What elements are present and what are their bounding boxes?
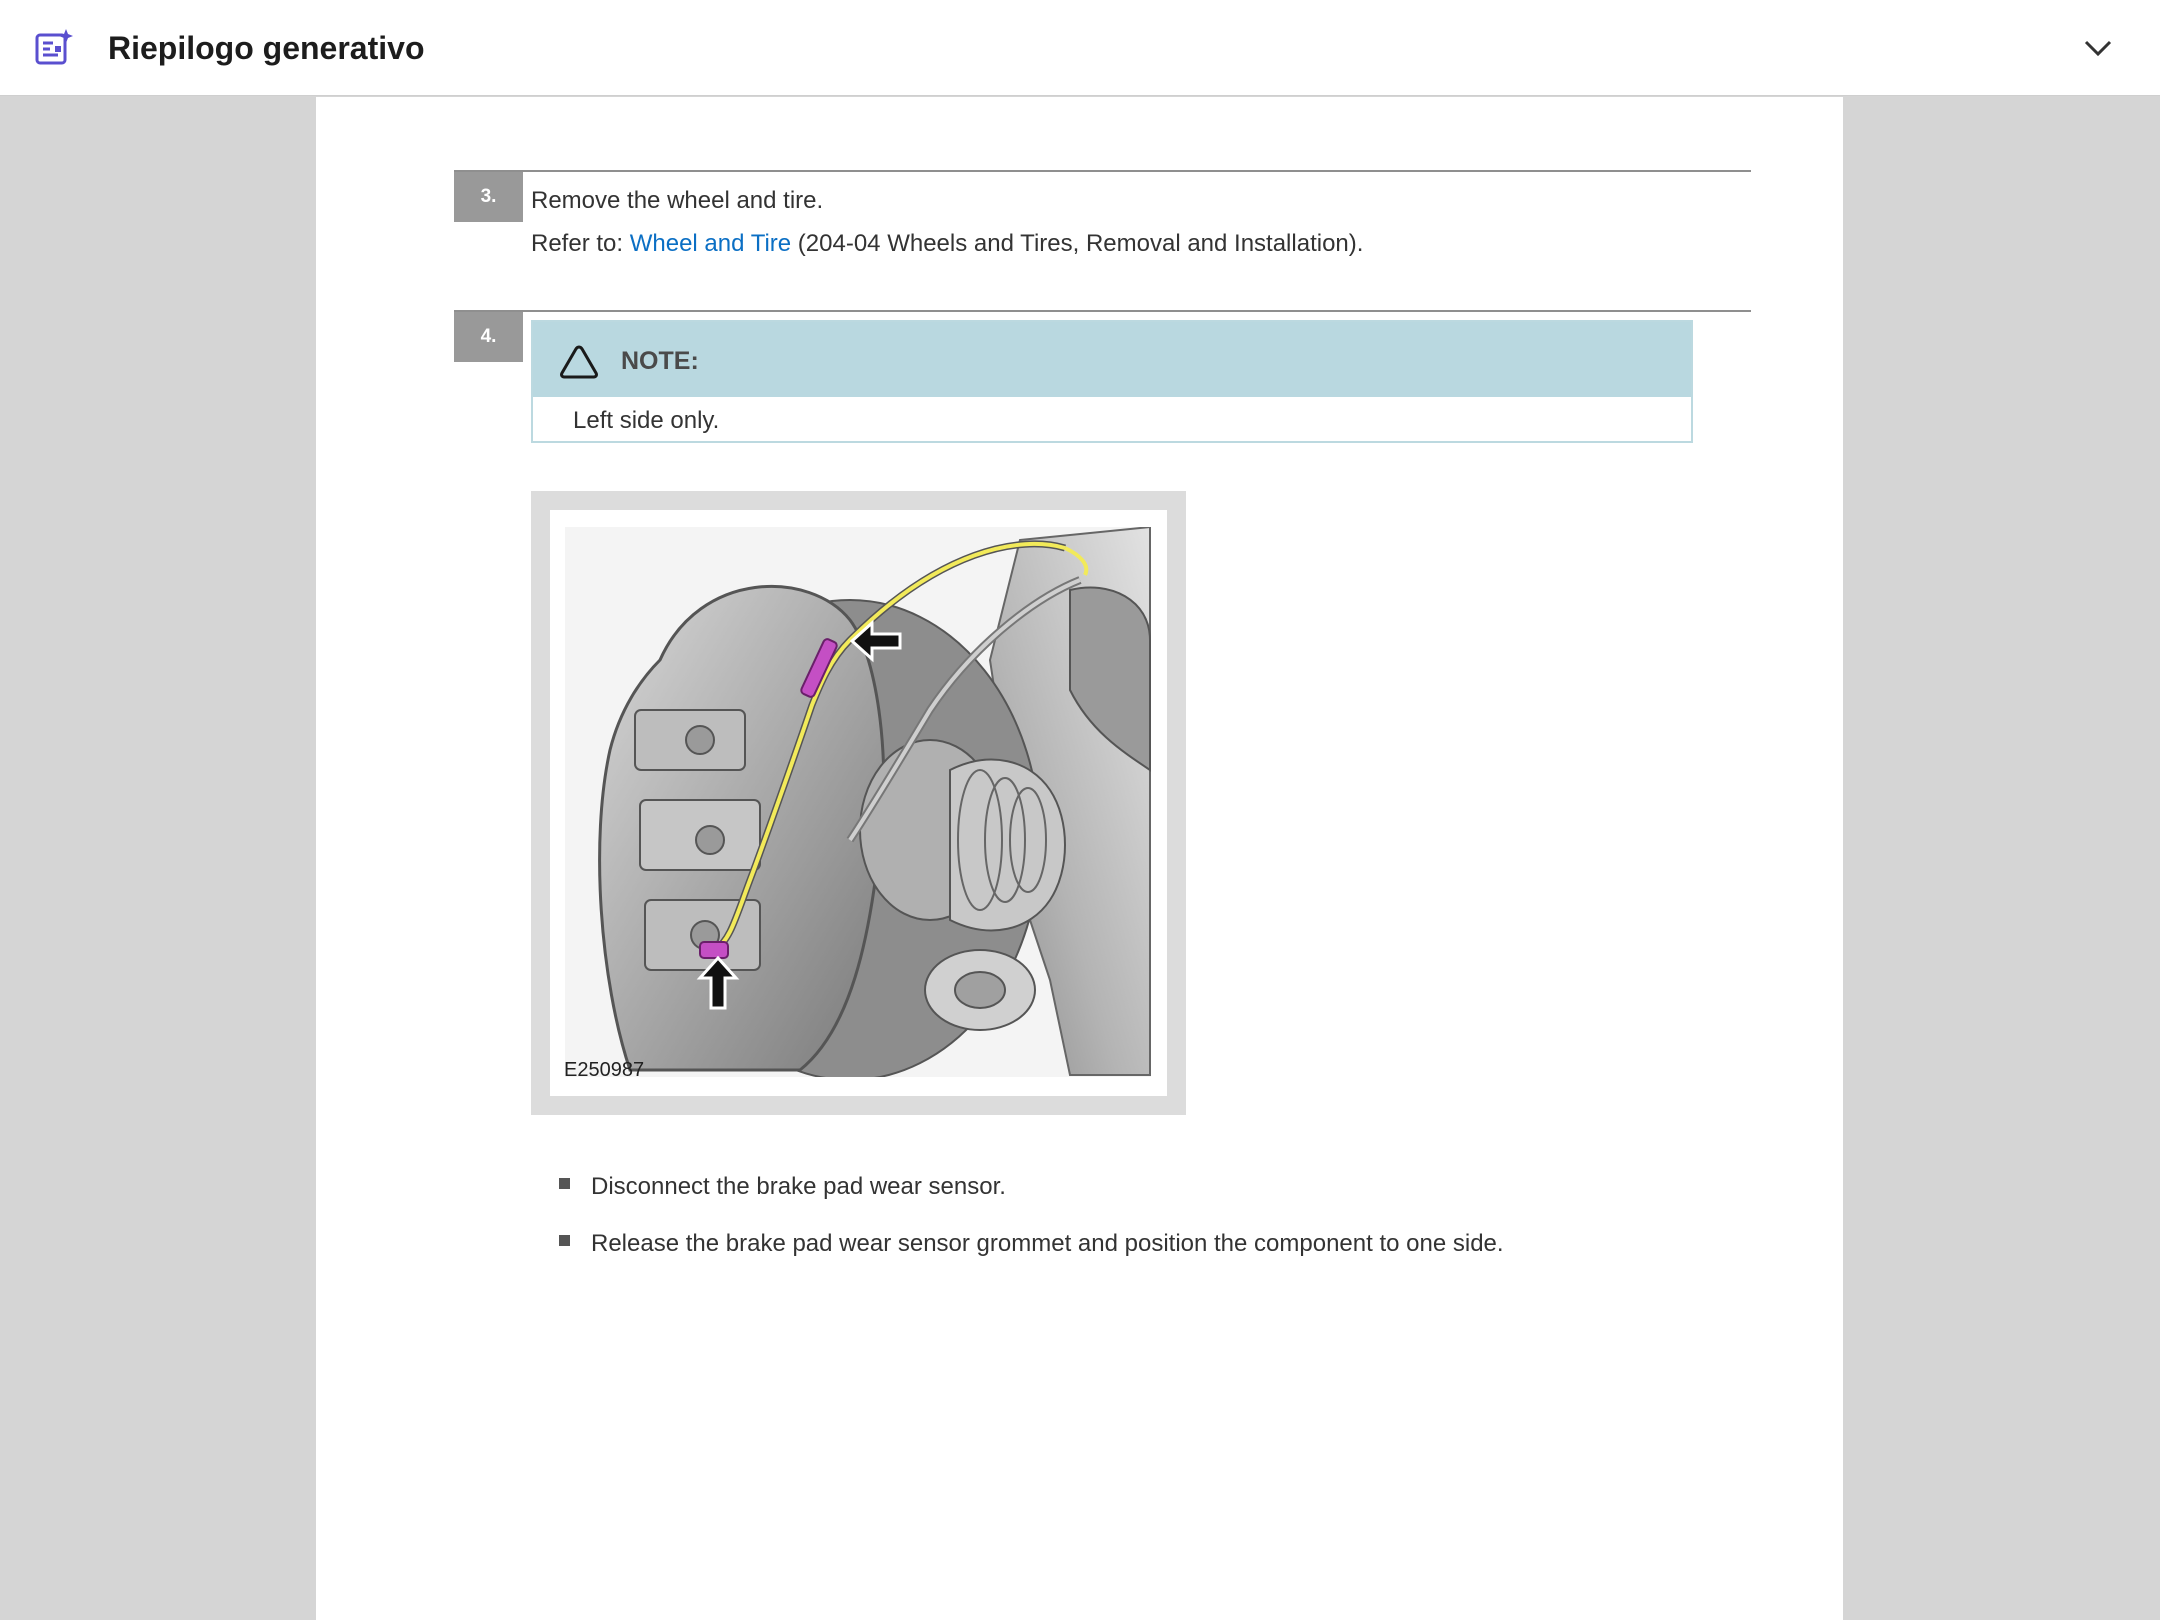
chevron-down-icon[interactable] <box>2082 36 2114 60</box>
step-3 <box>454 170 1751 282</box>
bullet-marker <box>559 1235 570 1246</box>
note-label: NOTE: <box>621 347 699 375</box>
warning-triangle-icon <box>559 344 599 380</box>
brake-sensor-illustration <box>550 510 1167 1096</box>
bullet-marker <box>559 1178 570 1189</box>
note-text: Left side only. <box>573 407 720 434</box>
note-box <box>531 320 1693 443</box>
panel-title: Riepilogo generativo <box>108 30 425 66</box>
refer-prefix: Refer to: <box>531 230 630 257</box>
step-number-badge: 4. <box>454 312 523 362</box>
bullet-item-1: Disconnect the brake pad wear sensor. <box>591 1173 1006 1200</box>
bullet-item-2: Release the brake pad wear sensor grommet and position the component to one side. <box>591 1230 1504 1257</box>
summary-header <box>0 0 2160 96</box>
refer-suffix: (204-04 Wheels and Tires, Removal and Installation). <box>791 230 1364 257</box>
brake-assembly-drawing <box>550 510 1167 1096</box>
figure-frame <box>531 491 1186 1115</box>
figure-id-label: E250987 <box>564 1059 645 1081</box>
note-header <box>533 322 1691 397</box>
ai-summary-icon <box>34 28 74 68</box>
step-number-badge: 3. <box>454 172 523 222</box>
step-3-instruction: Remove the wheel and tire. <box>531 187 824 214</box>
step-3-reference <box>531 229 1363 259</box>
wheel-and-tire-link[interactable]: Wheel and Tire <box>629 230 792 257</box>
